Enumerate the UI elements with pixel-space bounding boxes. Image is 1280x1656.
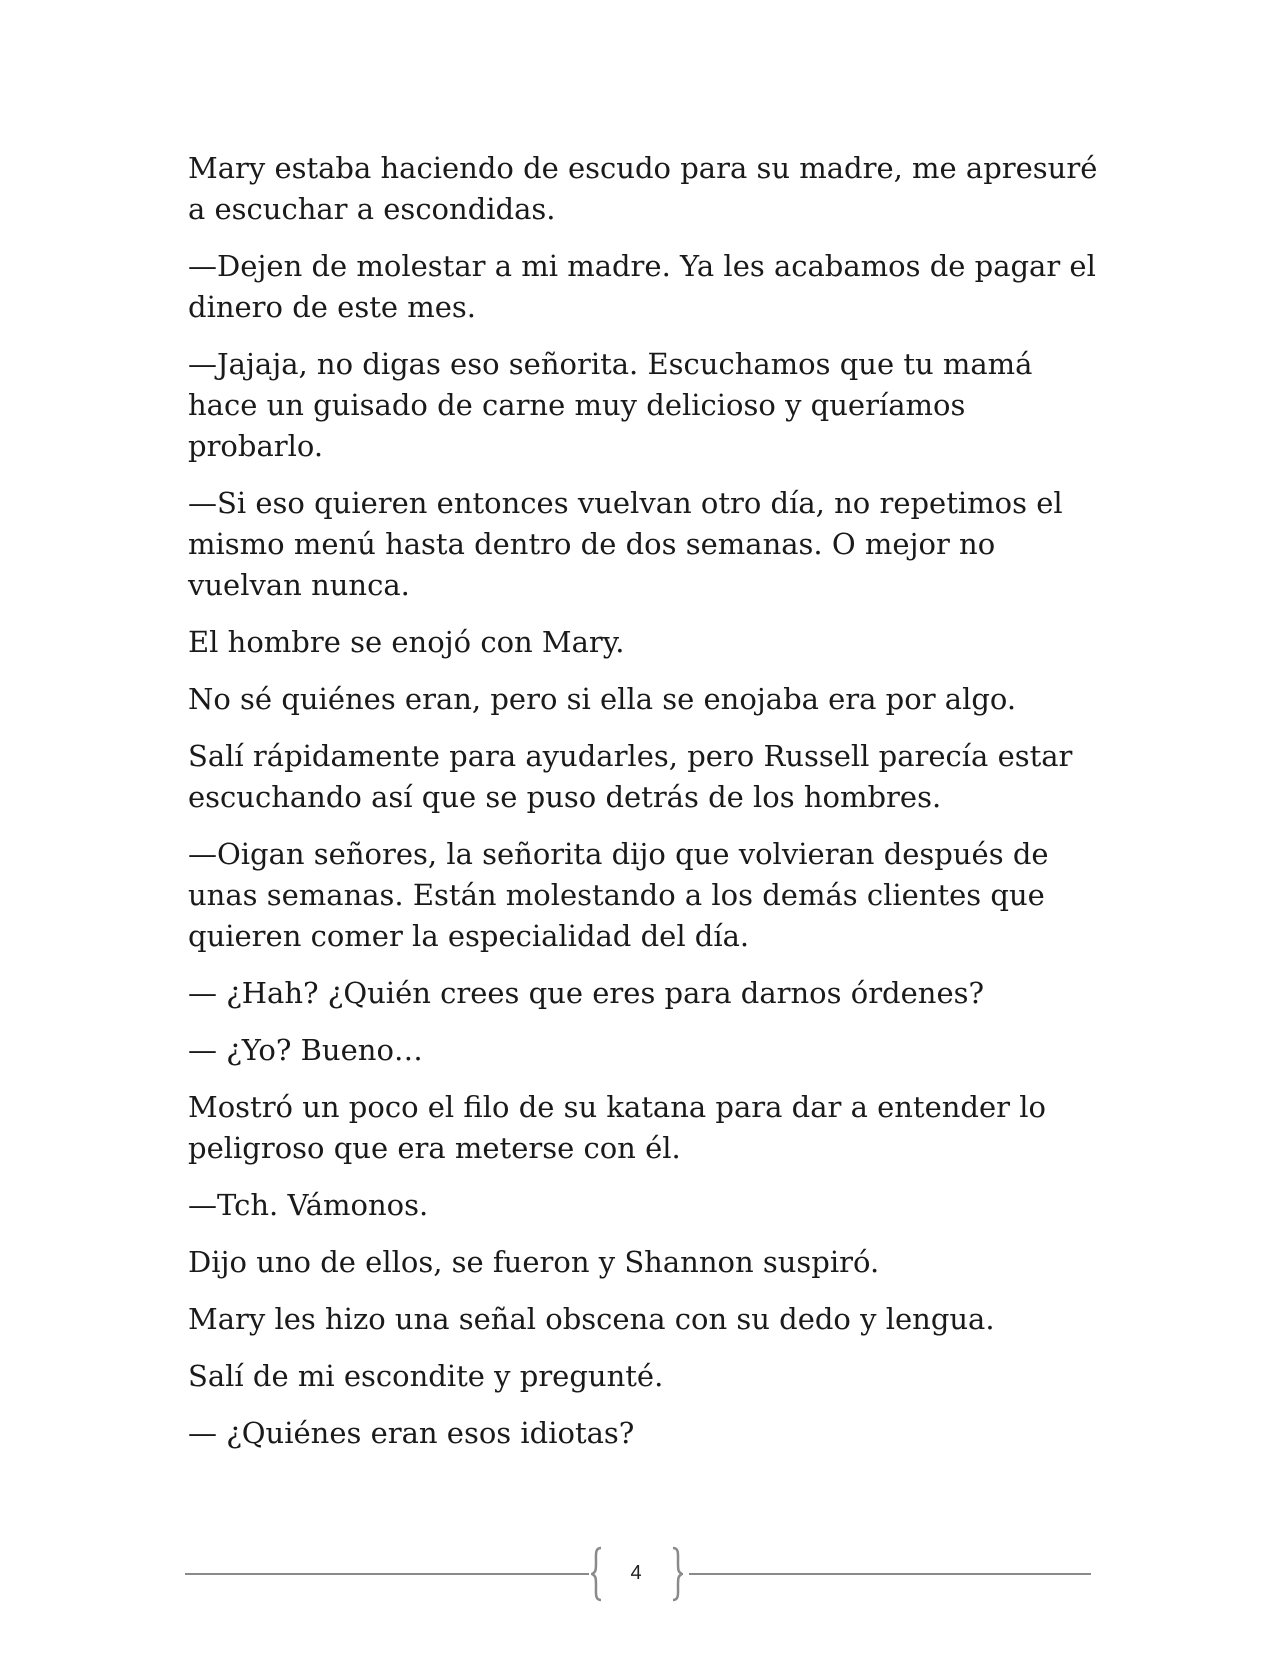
paragraph: Salí de mi escondite y pregunté. [188, 1359, 664, 1393]
paragraph: — ¿Quiénes eran esos idiotas? [188, 1416, 635, 1450]
footer-rule-right [689, 1573, 1091, 1575]
paragraph: No sé quiénes eran, pero si ella se enojaba era por algo. [188, 682, 1017, 716]
page-number: 4 [630, 1562, 642, 1584]
paragraph: — ¿Hah? ¿Quién crees que eres para darnos órdenes? [188, 976, 985, 1010]
paragraph: —Si eso quieren entonces vuelvan otro día, no repetimos el mismo menú hasta dentro de dos semanas. O mejor no vuelvan nunca. [188, 486, 1063, 602]
paragraph: Salí rápidamente para ayudarles, pero Russell parecía estar escuchando así que se puso detrás de los hombres. [188, 739, 1073, 814]
paragraph: —Jajaja, no digas eso señorita. Escuchamos que tu mamá hace un guisado de carne muy delicioso y queríamos probarlo. [188, 347, 1033, 463]
footer-rule-left [185, 1573, 589, 1575]
paragraph: Dijo uno de ellos, se fueron y Shannon suspiró. [188, 1245, 880, 1279]
page-footer [185, 1546, 1091, 1602]
left-brace-icon [591, 1546, 603, 1602]
paragraph: —Dejen de molestar a mi madre. Ya les acabamos de pagar el dinero de este mes. [188, 249, 1096, 324]
paragraph: El hombre se enojó con Mary. [188, 625, 625, 659]
paragraph: Mostró un poco el filo de su katana para dar a entender lo peligroso que era meterse con él. [188, 1090, 1046, 1165]
paragraph: —Oigan señores, la señorita dijo que volvieran después de unas semanas. Están molestando a los demás clientes que quieren comer la especialidad del día. [188, 837, 1049, 953]
body-text [188, 148, 1098, 1470]
paragraph: —Tch. Vámonos. [188, 1188, 429, 1222]
paragraph: Mary estaba haciendo de escudo para su madre, me apresuré a escuchar a escondidas. [188, 151, 1098, 226]
paragraph: — ¿Yo? Bueno… [188, 1033, 423, 1067]
right-brace-icon [671, 1546, 683, 1602]
paragraph: Mary les hizo una señal obscena con su dedo y lengua. [188, 1302, 995, 1336]
